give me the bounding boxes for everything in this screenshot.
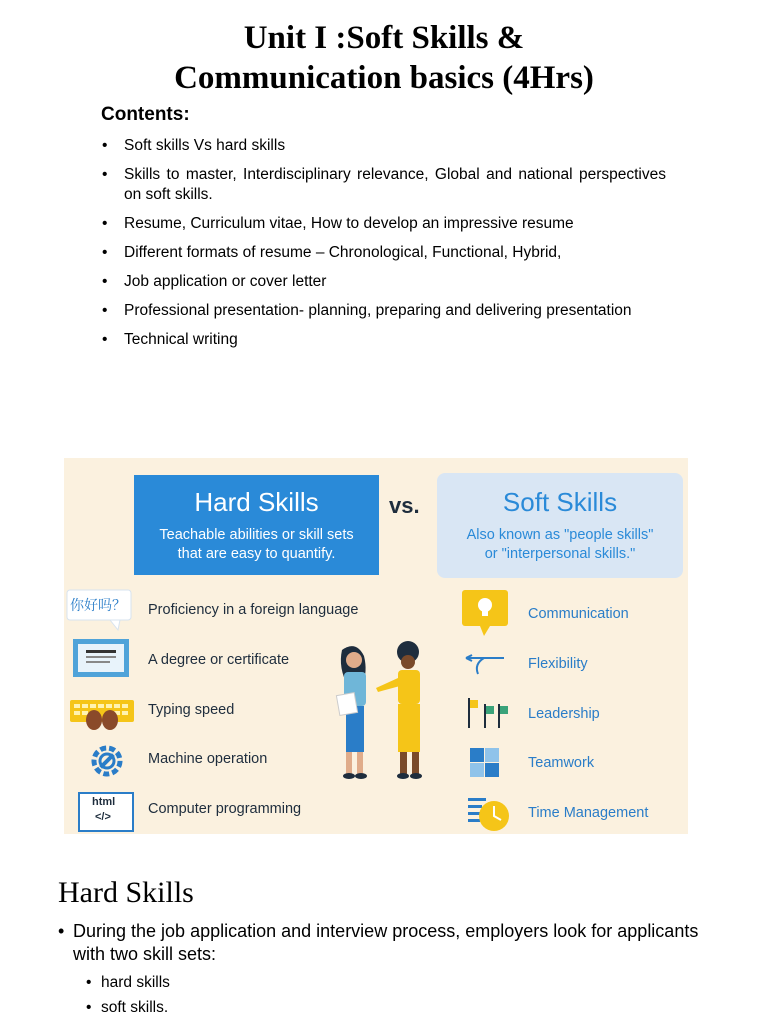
list-item — [100, 243, 666, 263]
contents-item-text: Resume, Curriculum vitae, How to develop an impressive resume — [124, 215, 574, 232]
contents-heading: Contents: — [101, 104, 190, 125]
flexible-arrows-icon — [464, 654, 508, 681]
html-label-line-2: </> — [95, 811, 111, 823]
bullet: • — [102, 244, 108, 261]
hard-skills-subtitle-line-1: Teachable abilities or skill sets — [159, 527, 354, 543]
list-item — [100, 272, 666, 292]
hard-skills-subtitle — [134, 526, 379, 564]
list-item-text: soft skills. — [101, 999, 169, 1016]
contents-item-text: Skills to master, Interdisciplinary relevance, Global and national perspectives on soft skills. — [124, 166, 666, 203]
bullet: • — [102, 215, 108, 232]
hard-skill-item: Proficiency in a foreign language — [148, 602, 359, 618]
list-item-text: hard skills — [101, 974, 170, 991]
hard-skills-subtitle-line-2: that are easy to quantify. — [177, 546, 336, 562]
hard-skill-item: Typing speed — [148, 702, 235, 718]
contents-item-text: Job application or cover letter — [124, 273, 327, 290]
soft-skill-item: Teamwork — [528, 755, 595, 771]
contents-item-text: Technical writing — [124, 331, 238, 348]
hard-vs-soft-skills-infographic — [64, 458, 688, 834]
contents-list — [100, 136, 666, 359]
lightbulb-speech-icon — [462, 590, 508, 641]
list-item — [100, 301, 666, 321]
clock-icon — [468, 796, 512, 839]
list-item — [100, 330, 666, 350]
soft-skills-title: Soft Skills — [502, 487, 618, 517]
vs-label: vs. — [389, 493, 420, 518]
speech-bubble-icon — [66, 588, 134, 628]
two-people-illustration — [324, 638, 444, 803]
soft-skills-subtitle-line-2: or "interpersonal skills." — [484, 546, 636, 562]
section-heading: Hard Skills — [58, 876, 194, 909]
puzzle-pieces-icon — [470, 748, 500, 783]
contents-item-text: Professional presentation- planning, preparing and delivering presentation — [124, 302, 632, 319]
hard-skill-item: Computer programming — [148, 801, 302, 817]
bullet: • — [102, 302, 108, 319]
hard-skills-box — [134, 475, 379, 575]
soft-skill-item: Leadership — [528, 706, 600, 722]
list-item — [86, 995, 170, 1020]
keyboard-typing-icon — [70, 696, 134, 737]
flags-icon — [466, 698, 514, 733]
soft-skill-item: Flexibility — [528, 656, 588, 672]
skill-sets-list — [86, 970, 170, 1020]
certificate-icon — [72, 638, 130, 683]
chinese-greeting: 你好吗？ — [70, 597, 126, 613]
hard-skill-item: Machine operation — [148, 751, 268, 767]
page-title — [0, 18, 768, 98]
soft-skill-item: Communication — [528, 606, 629, 622]
soft-skills-subtitle-line-1: Also known as "people skills" — [466, 527, 654, 543]
bullet: • — [86, 999, 92, 1016]
contents-item-text: Soft skills Vs hard skills — [124, 137, 286, 154]
list-item — [100, 136, 666, 156]
soft-skills-box — [437, 473, 683, 578]
bullet: • — [86, 974, 92, 991]
hard-skill-item: A degree or certificate — [148, 652, 290, 668]
bullet: • — [102, 137, 108, 154]
list-item — [86, 970, 170, 995]
soft-skill-item: Time Management — [528, 805, 649, 821]
html-code-icon — [78, 792, 134, 832]
html-label-line-1: html — [92, 796, 116, 808]
gear-wrench-icon — [88, 742, 126, 785]
section-paragraph — [58, 920, 708, 966]
bullet: • — [102, 166, 108, 183]
bullet: • — [102, 331, 108, 348]
list-item — [100, 214, 666, 234]
contents-item-text: Different formats of resume – Chronological, Functional, Hybrid, — [124, 244, 562, 261]
paragraph-text: During the job application and interview process, employers look for applicants with two skill sets: — [73, 921, 699, 964]
list-item — [100, 165, 666, 205]
bullet: • — [102, 273, 108, 290]
hard-skills-title: Hard Skills — [194, 487, 319, 517]
title-line-2: Communication basics (4Hrs) — [174, 60, 594, 96]
title-line-1: Unit I :Soft Skills & — [243, 20, 525, 56]
bullet: • — [58, 921, 65, 941]
soft-skills-subtitle — [437, 526, 683, 564]
